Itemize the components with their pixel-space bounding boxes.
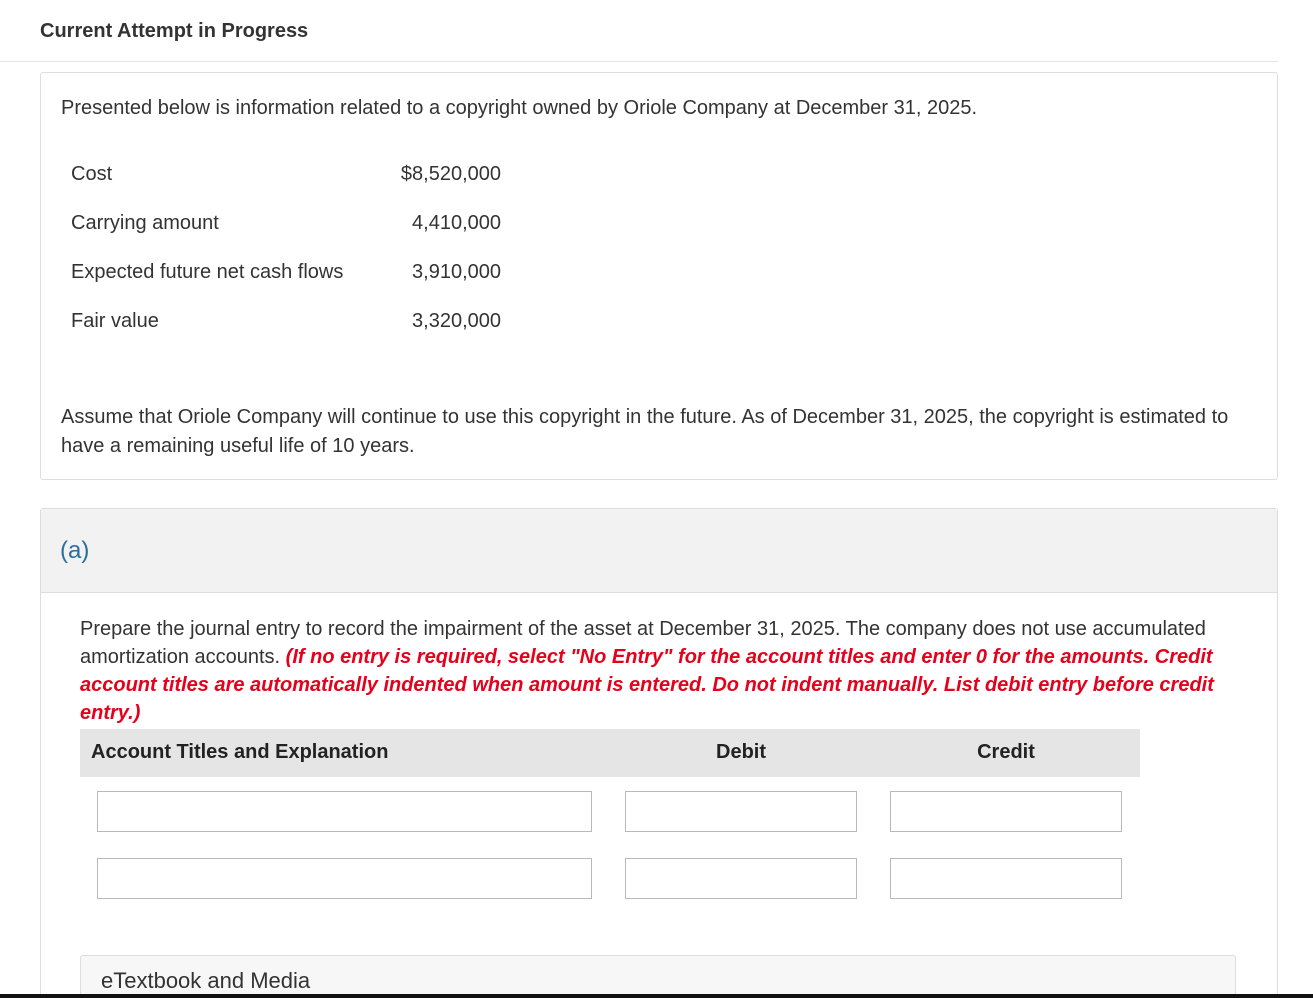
debit-input-1[interactable] [625, 791, 857, 832]
credit-input-1[interactable] [890, 791, 1122, 832]
problem-info-card [40, 72, 1278, 480]
data-label: Expected future net cash flows [71, 261, 344, 283]
journal-header [80, 729, 1140, 777]
data-row-cost [71, 161, 501, 210]
window-bottom-border [0, 994, 1313, 998]
part-a-card [40, 508, 1278, 998]
data-value: 4,410,000 [412, 212, 501, 234]
problem-intro: Presented below is information related to a copyright owned by Oriole Company at December 31, 2025. [61, 97, 978, 119]
etextbook-media-link[interactable] [80, 955, 1236, 998]
data-label: Carrying amount [71, 212, 219, 234]
data-value: 3,910,000 [412, 261, 501, 283]
data-row-carrying-amount [71, 210, 501, 259]
status-bar [0, 0, 1278, 62]
journal-row-2 [80, 858, 1140, 900]
data-label: Fair value [71, 310, 159, 332]
instruction-warning: (If no entry is required, select "No Entry" for the account titles and enter 0 for the amounts. Credit account titles are automatically indented when amount is entered. Do not indent manually. List debit entry before credit entry.) [80, 646, 1214, 724]
data-value: $8,520,000 [400, 163, 501, 185]
account-title-input-2[interactable] [97, 858, 592, 899]
data-value: 3,320,000 [412, 310, 501, 332]
data-row-expected-cash-flows [71, 259, 501, 308]
credit-input-2[interactable] [890, 858, 1122, 899]
instruction-text: Prepare the journal entry to record the impairment of the asset at December 31, 2025. The company does not use accumulated amortization accounts. [80, 618, 1206, 668]
header-debit: Debit [716, 741, 766, 763]
part-a-header [41, 509, 1277, 593]
header-credit: Credit [977, 741, 1035, 763]
debit-input-2[interactable] [625, 858, 857, 899]
assumption-text: Assume that Oriole Company will continue to use this copyright in the future. As of December 31, 2025, the copyright is estimated to have a remaining useful life of 10 years. [61, 406, 1229, 457]
part-a-label: (a) [60, 537, 90, 564]
data-row-fair-value [71, 308, 501, 357]
data-label: Cost [71, 163, 113, 185]
account-title-input-1[interactable] [97, 791, 592, 832]
copyright-data-table [71, 161, 501, 357]
part-a-instructions [80, 615, 1240, 727]
attempt-status-title: Current Attempt in Progress [40, 20, 309, 42]
journal-row-1 [80, 791, 1140, 833]
header-account-titles: Account Titles and Explanation [91, 741, 389, 763]
etextbook-media-label: eTextbook and Media [101, 968, 311, 993]
